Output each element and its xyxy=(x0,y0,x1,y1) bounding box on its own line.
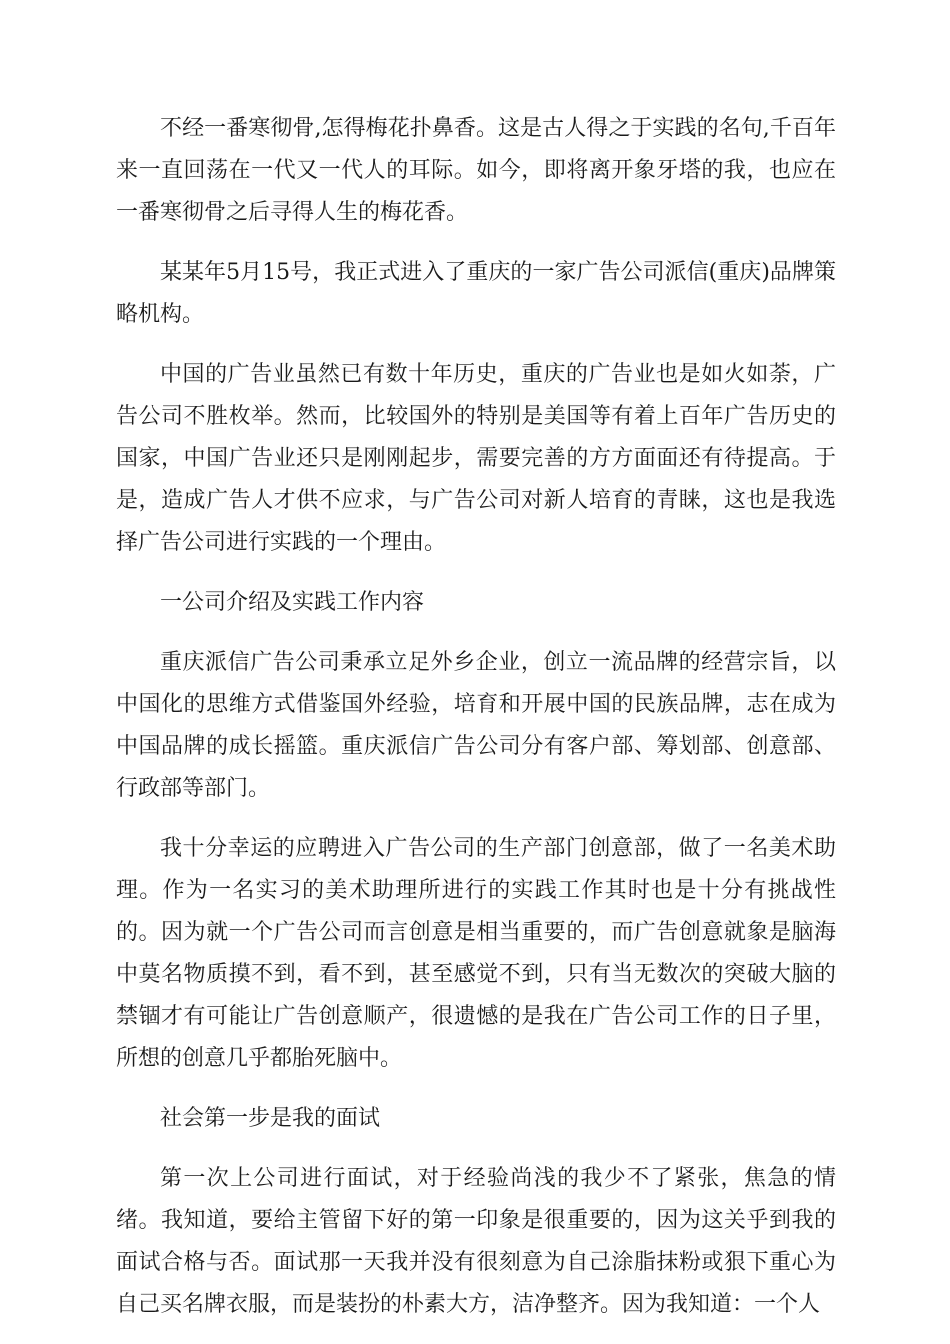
paragraph-industry: 中国的广告业虽然已有数十年历史，重庆的广告业也是如火如荼，广告公司不胜枚举。然而，比较国外的特别是美国等有着上百年广告历史的国家，中国广告业还只是刚刚起步，需要完善的方方面面还有待提高。于是，造成广告人才供不应求，与广告公司对新人培育的青睐，这也是我选择广告公司进行实践的一个理由。 xyxy=(116,362,836,555)
paragraph-company: 重庆派信广告公司秉承立足外乡企业，创立一流品牌的经营宗旨，以中国化的思维方式借鉴国外经验，培育和开展中国的民族品牌，志在成为中国品牌的成长摇篮。重庆派信广告公司分有客户部、筹划部、创意部、行政部等部门。 xyxy=(116,650,836,801)
section-heading-company: 一公司介绍及实践工作内容 xyxy=(160,590,425,615)
paragraph-work: 我十分幸运的应聘进入广告公司的生产部门创意部，做了一名美术助理。作为一名实习的美术助理所进行的实践工作其时也是十分有挑战性的。因为就一个广告公司而言创意是相当重要的，而广告创意就象是脑海中莫名物质摸不到，看不到，甚至感觉不到，只有当无数次的突破大脑的禁锢才有可能让广告创意顺产，很遗憾的是我在广告公司工作的日子里，所想的创意几乎都胎死脑中。 xyxy=(116,836,836,1071)
paragraph-interview: 第一次上公司进行面试，对于经验尚浅的我少不了紧张，焦急的情绪。我知道，要给主管留下好的第一印象是很重要的，因为这关乎到我的面试合格与否。面试那一天我并没有很刻意为自己涂脂抹粉或狠下重心为自己买名牌衣服，而是装扮的朴素大方，洁净整齐。因为我知道：一个人 xyxy=(116,1166,836,1317)
paragraph-intro: 不经一番寒彻骨,怎得梅花扑鼻香。这是古人得之于实践的名句,千百年来一直回荡在一代又一代人的耳际。如今，即将离开象牙塔的我，也应在一番寒彻骨之后寻得人生的梅花香。 xyxy=(116,116,836,225)
document-body xyxy=(116,108,836,1344)
paragraph-start-date: 某某年5月15号，我正式进入了重庆的一家广告公司派信(重庆)品牌策略机构。 xyxy=(116,260,836,327)
section-heading-interview: 社会第一步是我的面试 xyxy=(160,1106,381,1131)
